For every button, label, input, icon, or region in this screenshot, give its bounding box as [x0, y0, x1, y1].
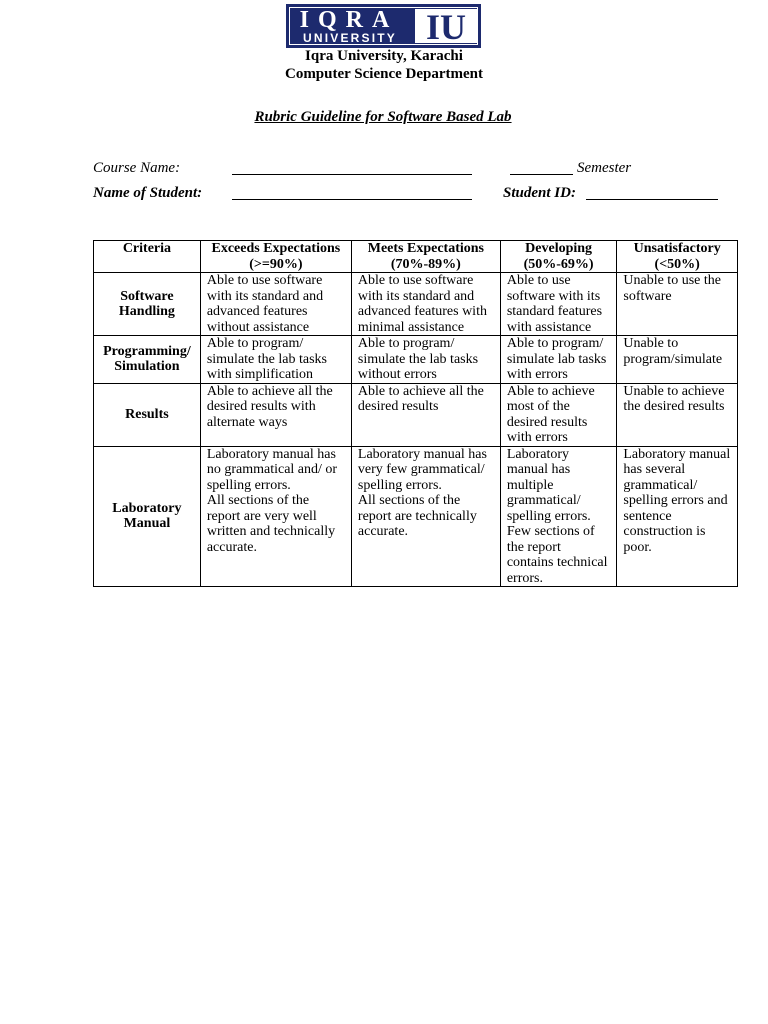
criteria-cell: Software Handling	[94, 273, 201, 336]
exceeds-cell: Able to achieve all the desired results with alternate ways	[200, 383, 351, 446]
developing-cell: Able to program/ simulate lab tasks with errors	[500, 336, 617, 384]
meets-cell	[351, 446, 500, 587]
table-row	[94, 336, 738, 384]
header-exceeds-label: Exceeds Expectations	[211, 241, 341, 256]
meets-cell: Able to achieve all the desired results	[351, 383, 500, 446]
criteria-cell: Programming/ Simulation	[94, 336, 201, 384]
logo-wordmark-iqra: IQRA	[299, 7, 399, 33]
course-name-blank[interactable]	[232, 174, 472, 175]
student-name-label: Name of Student:	[93, 185, 203, 201]
logo-monogram: IU	[415, 9, 477, 43]
table-row	[94, 273, 738, 336]
cell-line: Laboratory manual has multiple grammatical/ spelling errors.	[506, 446, 591, 524]
criteria-cell: Laboratory Manual	[94, 446, 201, 587]
document-title: Rubric Guideline for Software Based Lab	[254, 109, 512, 125]
university-logo	[286, 4, 481, 48]
cell-line: All sections of the report are very well written and technically accurate.	[206, 493, 336, 555]
university-name: Iqra University, Karachi	[305, 48, 463, 64]
header-exceeds-range: (>=90%)	[249, 256, 303, 272]
header-unsatisfactory-range: (<50%)	[654, 256, 700, 272]
header-criteria-label: Criteria	[122, 241, 172, 256]
header-meets	[351, 241, 500, 273]
header-developing	[500, 241, 617, 273]
unsatisfactory-cell: Unable to program/simulate	[617, 336, 738, 384]
header-developing-range: (50%-69%)	[523, 256, 594, 272]
header-unsatisfactory-label: Unsatisfactory	[633, 241, 721, 256]
semester-blank[interactable]	[510, 174, 573, 175]
rubric-table	[93, 240, 738, 587]
criteria-cell: Results	[94, 383, 201, 446]
header-meets-label: Meets Expectations	[367, 241, 484, 256]
exceeds-cell: Able to program/ simulate the lab tasks with simplification	[200, 336, 351, 384]
logo-wordmark-university: UNIVERSITY	[302, 31, 397, 45]
developing-cell	[500, 446, 617, 587]
header-exceeds	[200, 241, 351, 273]
semester-label: Semester	[577, 160, 632, 176]
header-meets-range: (70%-89%)	[390, 256, 461, 272]
exceeds-cell: Able to use software with its standard and advanced features without assistance	[200, 273, 351, 336]
table-row	[94, 446, 738, 587]
department-name: Computer Science Department	[284, 66, 483, 82]
unsatisfactory-cell: Unable to achieve the desired results	[617, 383, 738, 446]
cell-line: Few sections of the report contains technical errors.	[506, 524, 608, 586]
meets-cell: Able to use software with its standard and advanced features with minimal assistance	[351, 273, 500, 336]
cell-line: All sections of the report are technically accurate.	[357, 493, 477, 539]
header-unsatisfactory	[617, 241, 738, 273]
header-criteria	[94, 241, 201, 273]
student-id-label: Student ID:	[503, 185, 576, 201]
meets-cell: Able to program/ simulate the lab tasks without errors	[351, 336, 500, 384]
cell-line: Laboratory manual has no grammatical and/ or spelling errors.	[206, 446, 338, 493]
student-id-blank[interactable]	[586, 199, 718, 200]
course-name-label: Course Name:	[93, 160, 181, 176]
developing-cell: Able to use software with its standard features with assistance	[500, 273, 617, 336]
exceeds-cell	[200, 446, 351, 587]
table-row	[94, 383, 738, 446]
table-header-row	[94, 241, 738, 273]
developing-cell: Able to achieve most of the desired results with errors	[500, 383, 617, 446]
unsatisfactory-cell: Unable to use the software	[617, 273, 738, 336]
header-developing-label: Developing	[525, 241, 593, 256]
unsatisfactory-cell: Laboratory manual has several grammatical/ spelling errors and sentence construction is poor.	[617, 446, 738, 587]
student-name-blank[interactable]	[232, 199, 472, 200]
cell-line: Laboratory manual has very few grammatical/ spelling errors.	[357, 446, 487, 493]
